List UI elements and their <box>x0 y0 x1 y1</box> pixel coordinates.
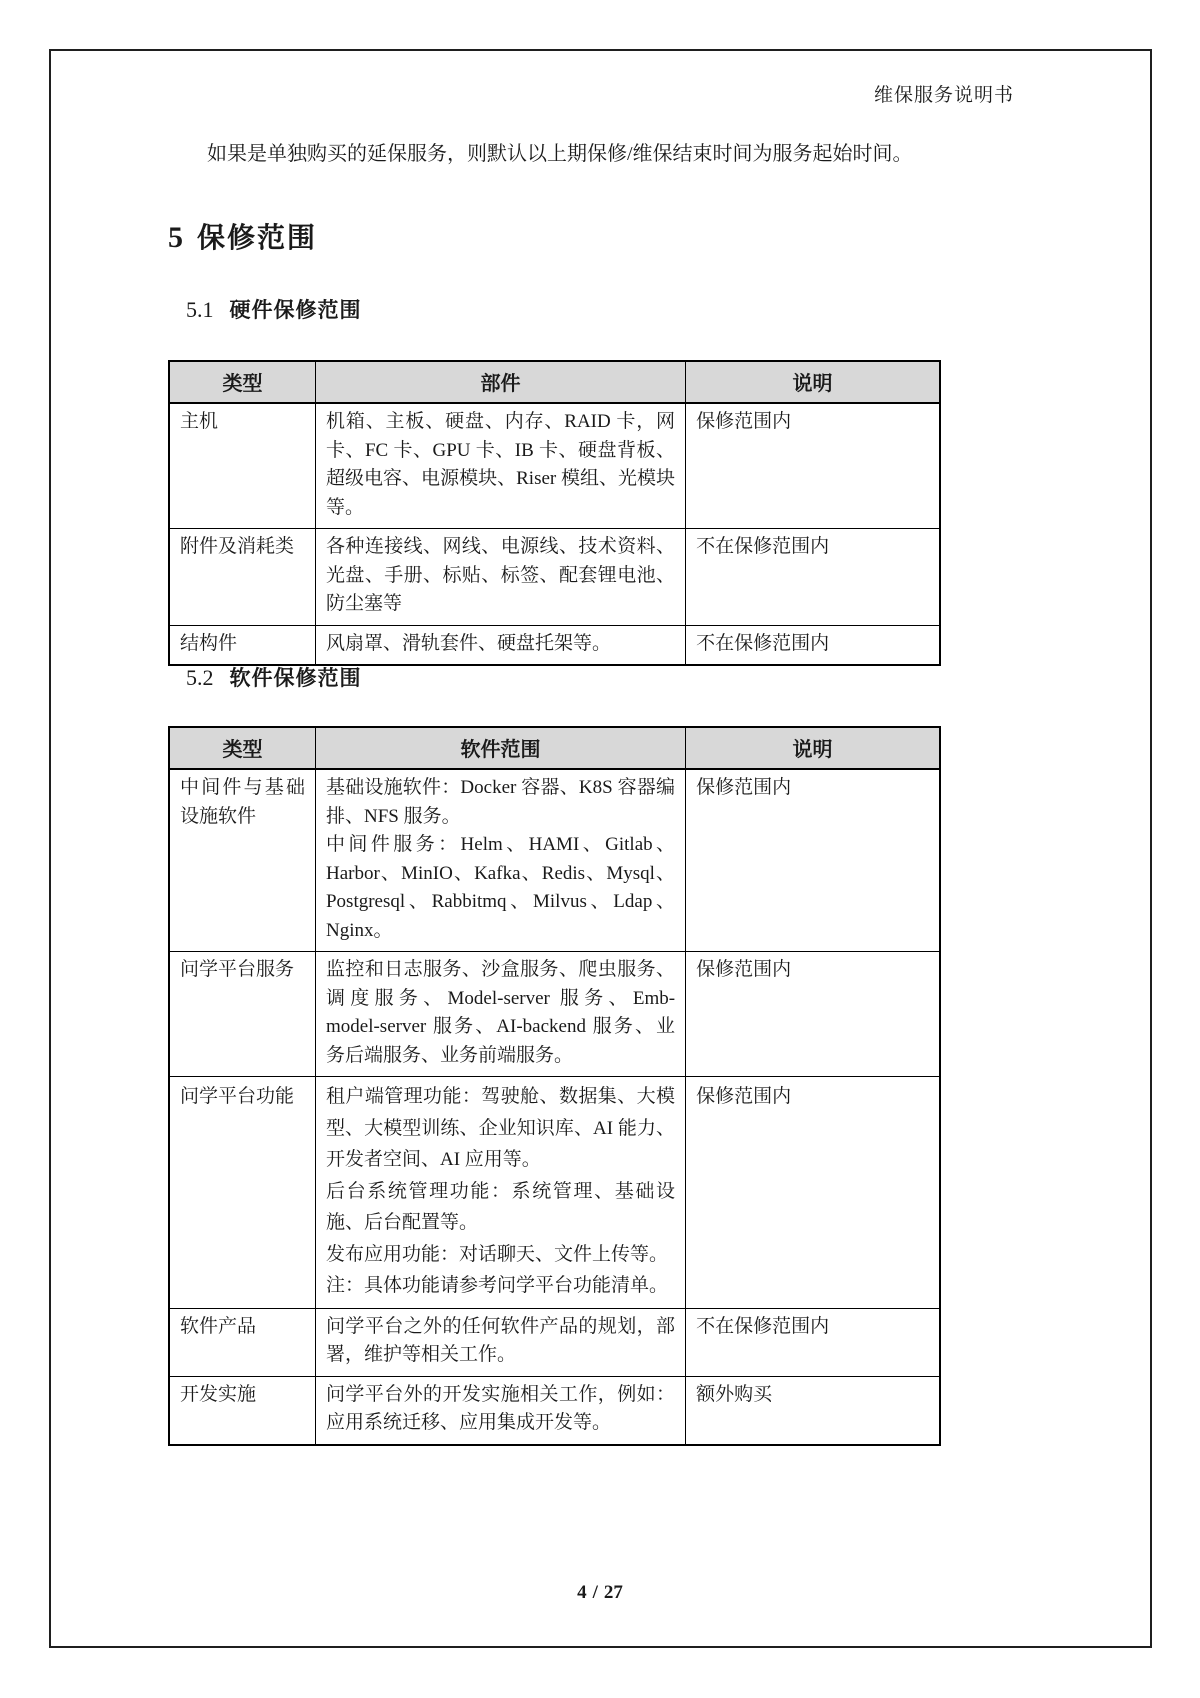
table-row <box>169 1077 940 1309</box>
cell-scope <box>315 625 685 665</box>
scope-paragraph: 中间件服务：Helm、HAMI、Gitlab、Harbor、MinIO、Kafka、Redis、Mysql、Postgresql、Rabbitmq、Milvus、Ldap、Nginx。 <box>325 834 676 941</box>
scope-paragraph: 后台系统管理功能：系统管理、基础设施、后台配置等。 <box>325 1180 676 1234</box>
subsection-number: 5.2 <box>186 665 214 690</box>
table-row <box>169 952 940 1077</box>
table-row <box>169 403 940 529</box>
cell-scope <box>315 769 685 952</box>
current-page: 4 <box>577 1582 587 1603</box>
cell-type: 问学平台服务 <box>169 952 315 1077</box>
subsection-heading-hardware <box>186 294 362 324</box>
cell-note: 不在保修范围内 <box>686 625 940 665</box>
cell-type: 附件及消耗类 <box>169 529 315 626</box>
header-row <box>169 727 940 769</box>
total-pages: 27 <box>603 1582 623 1603</box>
scope-paragraph: 各种连接线、网线、电源线、技术资料、光盘、手册、标贴、标签、配套锂电池、防尘塞等 <box>325 536 676 614</box>
cell-note: 保修范围内 <box>686 403 940 529</box>
cell-type: 软件产品 <box>169 1308 315 1376</box>
cell-note: 保修范围内 <box>686 952 940 1077</box>
scope-paragraph: 租户端管理功能：驾驶舱、数据集、大模型、大模型训练、企业知识库、AI 能力、开发者空间、AI 应用等。 <box>325 1086 676 1171</box>
scope-paragraph: 注：具体功能请参考问学平台功能清单。 <box>325 1275 668 1297</box>
section-heading <box>168 216 317 256</box>
subsection-title: 硬件保修范围 <box>229 299 362 322</box>
column-header: 软件范围 <box>315 727 685 769</box>
scope-paragraph: 问学平台之外的任何软件产品的规划，部署，维护等相关工作。 <box>325 1315 676 1366</box>
hardware-warranty-table <box>168 360 941 666</box>
table-row <box>169 1308 940 1376</box>
page-separator: / <box>592 1582 598 1603</box>
cell-scope <box>315 403 685 529</box>
cell-type: 开发实施 <box>169 1376 315 1445</box>
cell-scope <box>315 1077 685 1309</box>
subsection-number: 5.1 <box>186 297 214 322</box>
cell-scope <box>315 529 685 626</box>
cell-note: 保修范围内 <box>686 769 940 952</box>
cell-type: 中间件与基础设施软件 <box>169 769 315 952</box>
cell-scope <box>315 1376 685 1445</box>
table-row <box>169 769 940 952</box>
cell-scope <box>315 1308 685 1376</box>
cell-note: 保修范围内 <box>686 1077 940 1309</box>
scope-paragraph: 问学平台外的开发实施相关工作，例如：应用系统迁移、应用集成开发等。 <box>325 1383 676 1434</box>
subsection-heading-software <box>186 662 362 692</box>
cell-type: 问学平台功能 <box>169 1077 315 1309</box>
column-header: 说明 <box>686 361 940 403</box>
cell-note: 额外购买 <box>686 1376 940 1445</box>
section-title: 保修范围 <box>197 222 318 253</box>
table-row <box>169 1376 940 1445</box>
scope-paragraph: 风扇罩、滑轨套件、硬盘托架等。 <box>325 632 611 654</box>
doc-header-title: 维保服务说明书 <box>873 85 1014 106</box>
cell-note: 不在保修范围内 <box>686 529 940 626</box>
column-header: 部件 <box>315 361 685 403</box>
scope-paragraph: 发布应用功能：对话聊天、文件上传等。 <box>325 1243 668 1265</box>
cell-type: 结构件 <box>169 625 315 665</box>
subsection-title: 软件保修范围 <box>229 667 362 690</box>
page-number <box>0 1582 1200 1604</box>
column-header: 类型 <box>169 361 315 403</box>
column-header: 说明 <box>686 727 940 769</box>
cell-note: 不在保修范围内 <box>686 1308 940 1376</box>
column-header: 类型 <box>169 727 315 769</box>
table-row <box>169 625 940 665</box>
intro-paragraph: 如果是单独购买的延保服务，则默认以上期保修/维保结束时间为服务起始时间。 <box>207 143 913 165</box>
header-row <box>169 361 940 403</box>
software-warranty-table <box>168 726 941 1446</box>
scope-paragraph: 机箱、主板、硬盘、内存、RAID 卡，网卡、FC 卡、GPU 卡、IB 卡、硬盘背板、超级电容、电源模块、Riser 模组、光模块等。 <box>325 411 676 518</box>
section-number: 5 <box>168 221 183 254</box>
scope-paragraph: 监控和日志服务、沙盒服务、爬虫服务、调度服务、Model-server 服务、Emb-model-server 服务、AI-backend 服务、业务后端服务、业务前端服务。 <box>325 959 676 1066</box>
scope-paragraph: 基础设施软件：Docker 容器、K8S 容器编排、NFS 服务。 <box>325 777 676 827</box>
cell-type: 主机 <box>169 403 315 529</box>
table-row <box>169 529 940 626</box>
cell-scope <box>315 952 685 1077</box>
